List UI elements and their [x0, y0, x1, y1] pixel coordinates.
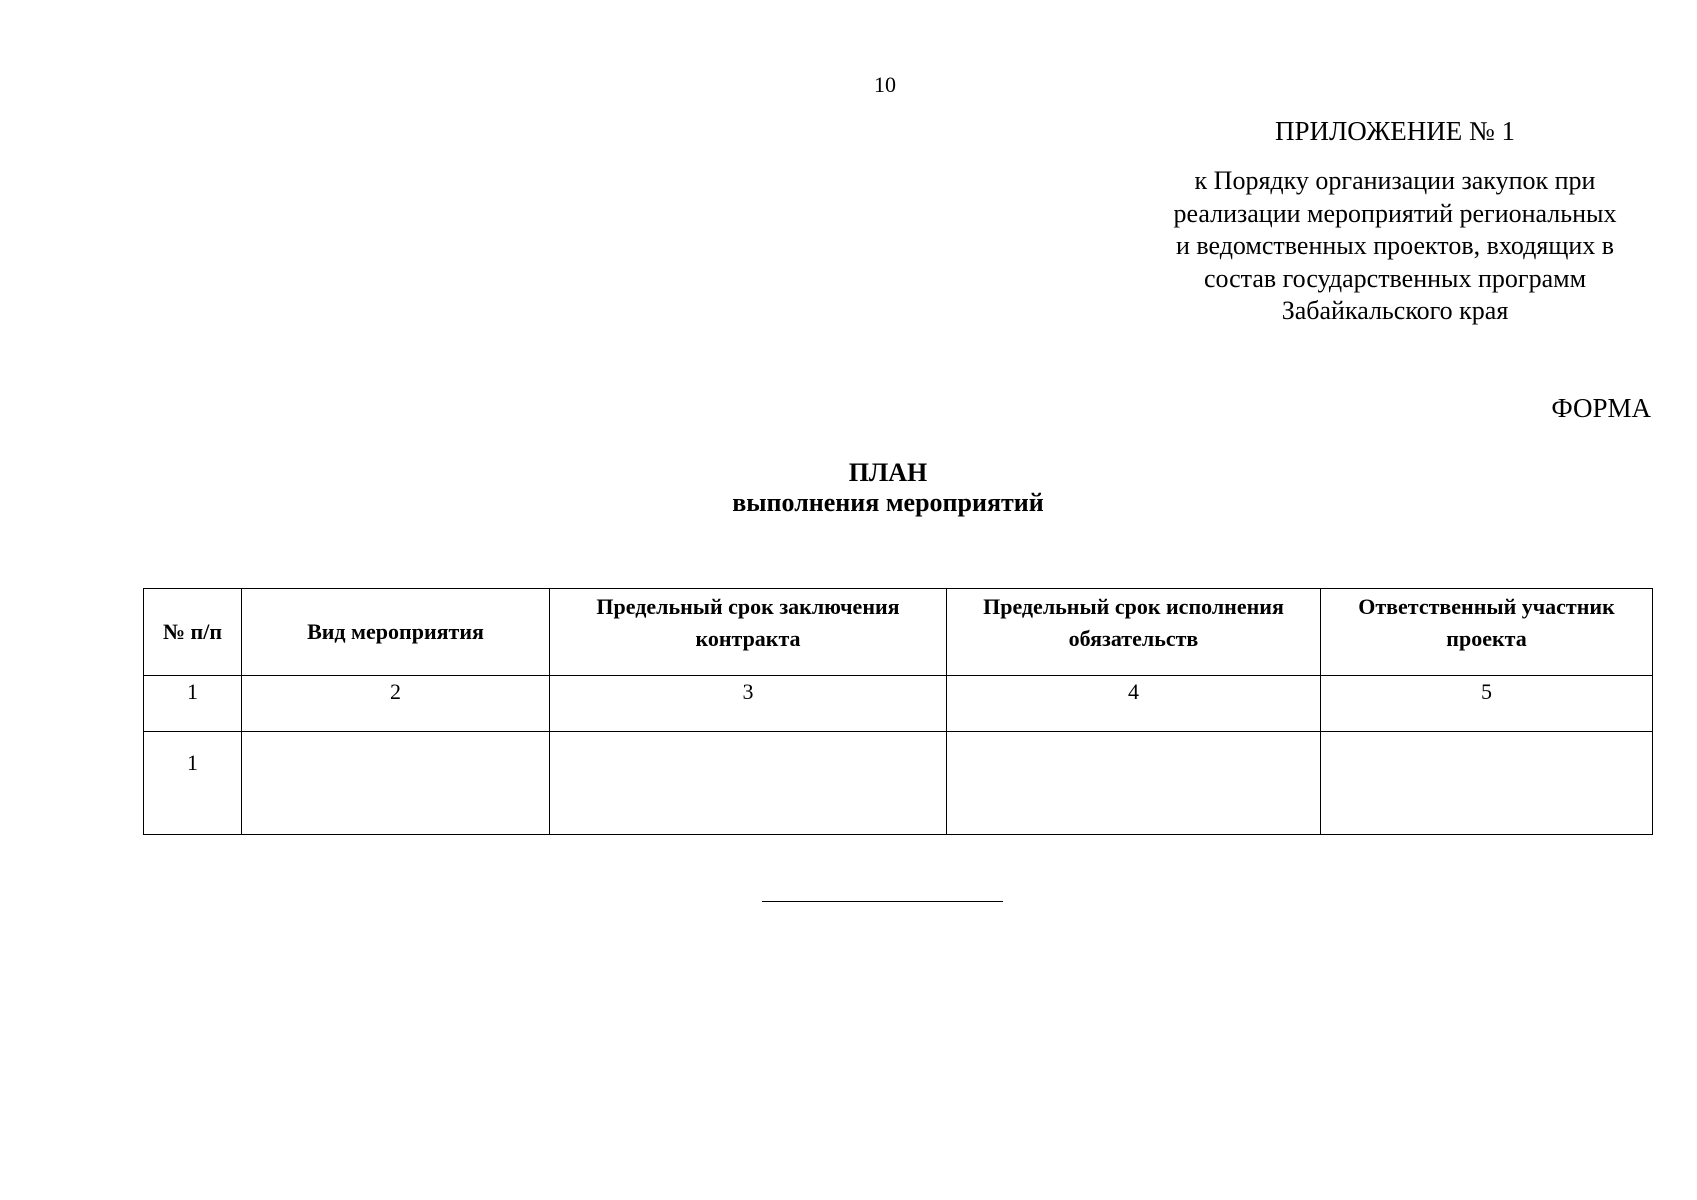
column-number: 1 [144, 676, 242, 732]
table-row [144, 732, 1653, 835]
appendix-line: Забайкальского края [1281, 296, 1509, 325]
plan-table [143, 588, 1653, 835]
table-cell: 1 [144, 732, 242, 835]
appendix-line: реализации мероприятий региональных [1173, 198, 1617, 228]
appendix-line: к Порядку организации закупок при [1194, 166, 1596, 195]
header-obligation-deadline: Предельный срок исполнения обязательств [947, 589, 1321, 676]
page-number: 10 [874, 72, 896, 97]
appendix-line: и ведомственных проектов, входящих в [1175, 231, 1615, 260]
document-heading [0, 458, 1697, 518]
column-number: 3 [550, 676, 947, 732]
column-number: 4 [947, 676, 1321, 732]
table-header-row [144, 589, 1653, 676]
form-label: ФОРМА [1551, 393, 1651, 423]
table-cell [1321, 732, 1653, 835]
header-number: № п/п [144, 589, 242, 676]
column-number: 5 [1321, 676, 1653, 732]
column-number-row [144, 676, 1653, 732]
appendix-title: ПРИЛОЖЕНИЕ № 1 [1274, 116, 1516, 146]
column-number: 2 [242, 676, 550, 732]
plan-subtitle: выполнения мероприятий [732, 488, 1044, 517]
table-cell [242, 732, 550, 835]
appendix-line: состав государственных программ [1203, 263, 1587, 293]
header-responsible-participant: Ответственный участник проекта [1321, 589, 1653, 676]
separator-line [762, 901, 1003, 902]
header-contract-deadline: Предельный срок заключения контракта [550, 589, 947, 676]
plan-title: ПЛАН [848, 458, 928, 487]
table-cell [550, 732, 947, 835]
appendix-caption [1150, 165, 1640, 328]
header-activity-type: Вид мероприятия [242, 589, 550, 676]
table-cell [947, 732, 1321, 835]
